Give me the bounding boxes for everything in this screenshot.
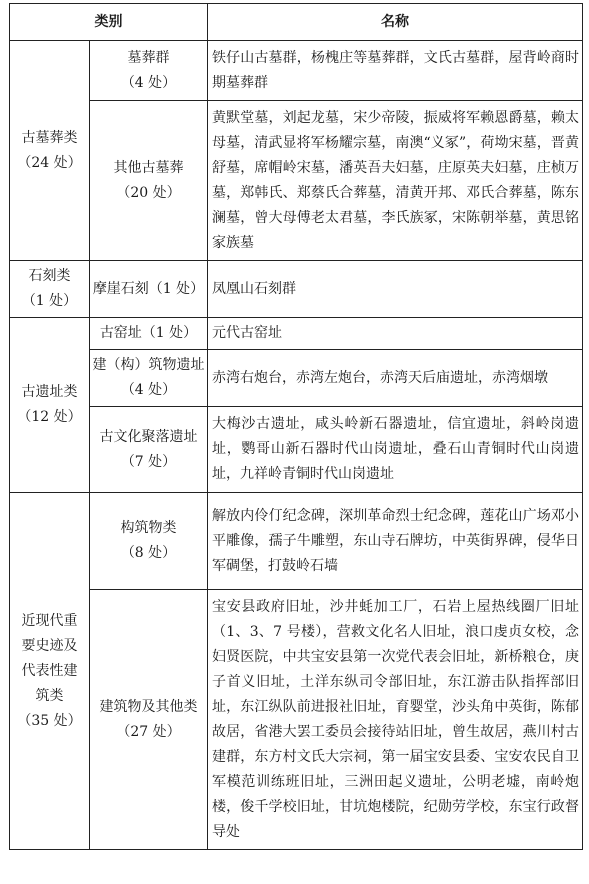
category-ancient-sites: 古遗址类 （12 处）: [10, 318, 90, 493]
subcategory-structure-sites: 建（构）筑物遗址 （4 处）: [90, 350, 208, 407]
table-row: [10, 493, 583, 590]
category-modern-sites: 近现代重 要史迹及 代表性建 筑类 （35 处）: [10, 493, 90, 850]
names-cell: 凤凰山石刻群: [208, 261, 583, 318]
table-row: [10, 590, 583, 850]
subcategory-settlement-sites: 古文化聚落遗址 （7 处）: [90, 407, 208, 493]
names-cell: 黄默堂墓，刘起龙墓，宋少帝陵，振威将军赖恩爵墓，赖太母墓，清武显将军杨耀宗墓，南澳“义冢”，荷坳宋墓，晋黄舒墓，席帽岭宋墓，潘英吾夫妇墓，庄原英夫妇墓，庄桢万墓，郑韩氏、郑蔡氏合葬墓，清黄开邦、邓氏合葬墓，陈东澜墓，曾大母傅老太君墓，李氏族冢，宋陈朝举墓，黄思铭家族墓: [208, 101, 583, 261]
heritage-table: [9, 3, 583, 850]
names-cell: 大梅沙古遗址，咸头岭新石器遗址，信宜遗址，斜岭岗遗址，鹦哥山新石器时代山岗遗址，叠石山青铜时代山岗遗址，九祥岭青铜时代山岗遗址: [208, 407, 583, 493]
names-cell: 赤湾右炮台，赤湾左炮台，赤湾天后庙遗址，赤湾烟墩: [208, 350, 583, 407]
subcategory-tomb-groups: 墓葬群 （4 处）: [90, 41, 208, 101]
names-cell: 元代古窑址: [208, 318, 583, 350]
names-cell: 解放内伶仃纪念碑，深圳革命烈士纪念碑，莲花山广场邓小平雕像，孺子牛雕塑，东山寺石牌坊，中英街界碑，侵华日军碉堡，打鼓岭石墙: [208, 493, 583, 590]
category-stone-carvings: 石刻类 （1 处）: [10, 261, 90, 318]
table-row: [10, 261, 583, 318]
category-ancient-tombs: 古墓葬类 （24 处）: [10, 41, 90, 261]
table-row: [10, 101, 583, 261]
names-cell: 铁仔山古墓群，杨槐庄等墓葬群，文氏古墓群，屋背岭商时期墓葬群: [208, 41, 583, 101]
table-row: [10, 41, 583, 101]
subcategory-other-tombs: 其他古墓葬 （20 处）: [90, 101, 208, 261]
subcategory-buildings-other: 建筑物及其他类 （27 处）: [90, 590, 208, 850]
table-row: [10, 318, 583, 350]
subcategory-kiln-site: 古窑址（1 处）: [90, 318, 208, 350]
names-cell: 宝安县政府旧址，沙井蚝加工厂，石岩上屋热线圈厂旧址（1、3、7 号楼），营救文化名人旧址，浪口虔贞女校，念妇贤医院，中共宝安县第一次党代表会旧址，新桥粮仓，庚子首义旧址，土洋东纵司令部旧址，东江游击队指挥部旧址，东江纵队前进报社旧址，育婴堂，沙头角中英街，陈郁故居，省港大罢工委员会接待站旧址，曾生故居，燕川村古建群，东方村文氏大宗祠，第一届宝安县委、宝安农民自卫军模范训练班旧址，三洲田起义遗址，公明老墟，南岭炮楼，俊千学校旧址，甘坑炮楼院，纪勋劳学校，东宝行政督导处: [208, 590, 583, 850]
subcategory-cliff-carvings: 摩崖石刻（1 处）: [90, 261, 208, 318]
header-row: [10, 4, 583, 41]
header-category: 类别: [10, 4, 208, 41]
table-row: [10, 350, 583, 407]
header-name: 名称: [208, 4, 583, 41]
table-row: [10, 407, 583, 493]
subcategory-structures: 构筑物类 （8 处）: [90, 493, 208, 590]
